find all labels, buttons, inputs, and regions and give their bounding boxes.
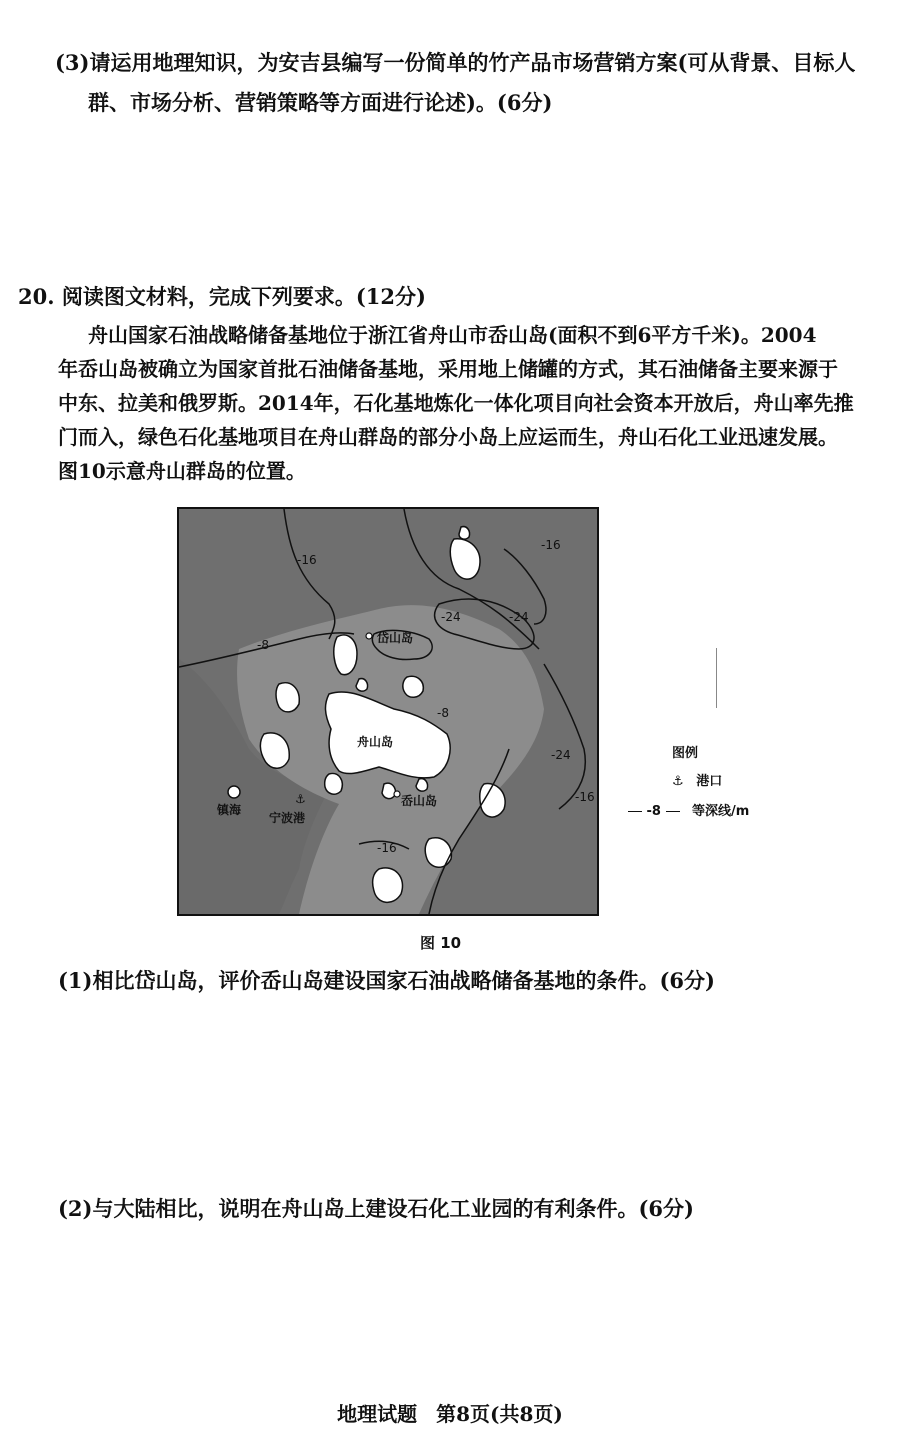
footer-subject: 地理试题 <box>337 1402 418 1426</box>
island <box>403 676 423 697</box>
island <box>382 783 395 798</box>
zhenhai-label: 镇海 <box>217 803 242 817</box>
depth-label: -16 <box>377 841 397 855</box>
contour-line <box>544 664 585 809</box>
figure-10-map <box>177 507 599 916</box>
island <box>416 779 428 792</box>
anchor-icon: ⚓ <box>672 774 684 789</box>
daishan-label: 岱山岛 <box>377 631 414 645</box>
island <box>325 773 343 794</box>
legend-contour <box>628 800 749 819</box>
daishan-marker <box>366 633 372 639</box>
legend-port-label: 港口 <box>696 774 723 789</box>
ningbo-port-label: 宁波港 <box>269 811 306 825</box>
q20-sub2: (2)与大陆相比，说明在舟山岛上建设石化工业园的有利条件。(6分) <box>58 1196 694 1221</box>
legend-port <box>672 770 722 789</box>
figure-caption: 图 10 <box>420 934 462 952</box>
island <box>334 635 357 675</box>
zhoushan-map-svg <box>179 509 597 914</box>
para-line-5: 图10示意舟山群岛的位置。 <box>58 459 306 483</box>
zhenhai-marker <box>228 786 240 798</box>
para-line-3: 中东、拉美和俄罗斯。2014年，石化基地炼化一体化项目向社会资本开放后，舟山率先推 <box>58 391 854 415</box>
island <box>459 527 470 540</box>
q20-material-paragraph <box>58 318 854 488</box>
port-symbol: ⚓ <box>295 792 306 806</box>
depth-label: -16 <box>575 790 595 804</box>
depth-label: -24 <box>551 748 571 762</box>
depth-label: -8 <box>257 638 269 652</box>
depth-label: -24 <box>509 610 529 624</box>
q19-part3-line1: (3)请运用地理知识，为安吉县编写一份简单的竹产品市场营销方案(可从背景、目标人 <box>55 50 856 75</box>
island <box>356 679 368 692</box>
aoshan-label: 岙山岛 <box>401 794 438 808</box>
legend-title: 图例 <box>672 746 699 761</box>
zhoushan-label: 舟山岛 <box>357 735 394 749</box>
depth-label: -24 <box>441 610 461 624</box>
para-line-2: 年岙山岛被确立为国家首批石油储备基地，采用地上储罐的方式，其石油储备主要来源于 <box>58 357 838 381</box>
depth-label: -16 <box>297 553 317 567</box>
island <box>450 539 480 579</box>
depth-label: -16 <box>541 538 561 552</box>
footer-page: 第8页(共8页) <box>436 1402 563 1426</box>
legend-edge-mark <box>716 648 717 708</box>
contour-line <box>284 509 335 639</box>
contour-line-icon <box>666 811 680 812</box>
island <box>276 683 299 712</box>
depth-label: -8 <box>437 706 449 720</box>
contour-line-icon <box>628 811 642 812</box>
legend-contour-label: 等深线/m <box>692 804 750 819</box>
q20-heading: 20. 阅读图文材料，完成下列要求。(12分) <box>18 284 426 309</box>
page-footer <box>0 1398 900 1427</box>
legend-contour-value: -8 <box>646 804 661 819</box>
aoshan-marker <box>394 791 400 797</box>
para-line-4: 门而入，绿色石化基地项目在舟山群岛的部分小岛上应运而生，舟山石化工业迅速发展。 <box>58 425 838 449</box>
island <box>373 868 403 902</box>
q19-part3-line2: 群、市场分析、营销策略等方面进行论述)。(6分) <box>88 90 553 115</box>
q20-sub1: (1)相比岱山岛，评价岙山岛建设国家石油战略储备基地的条件。(6分) <box>58 968 715 993</box>
para-line-1: 舟山国家石油战略储备基地位于浙江省舟山市岙山岛(面积不到6平方千米)。2004 <box>88 323 817 347</box>
